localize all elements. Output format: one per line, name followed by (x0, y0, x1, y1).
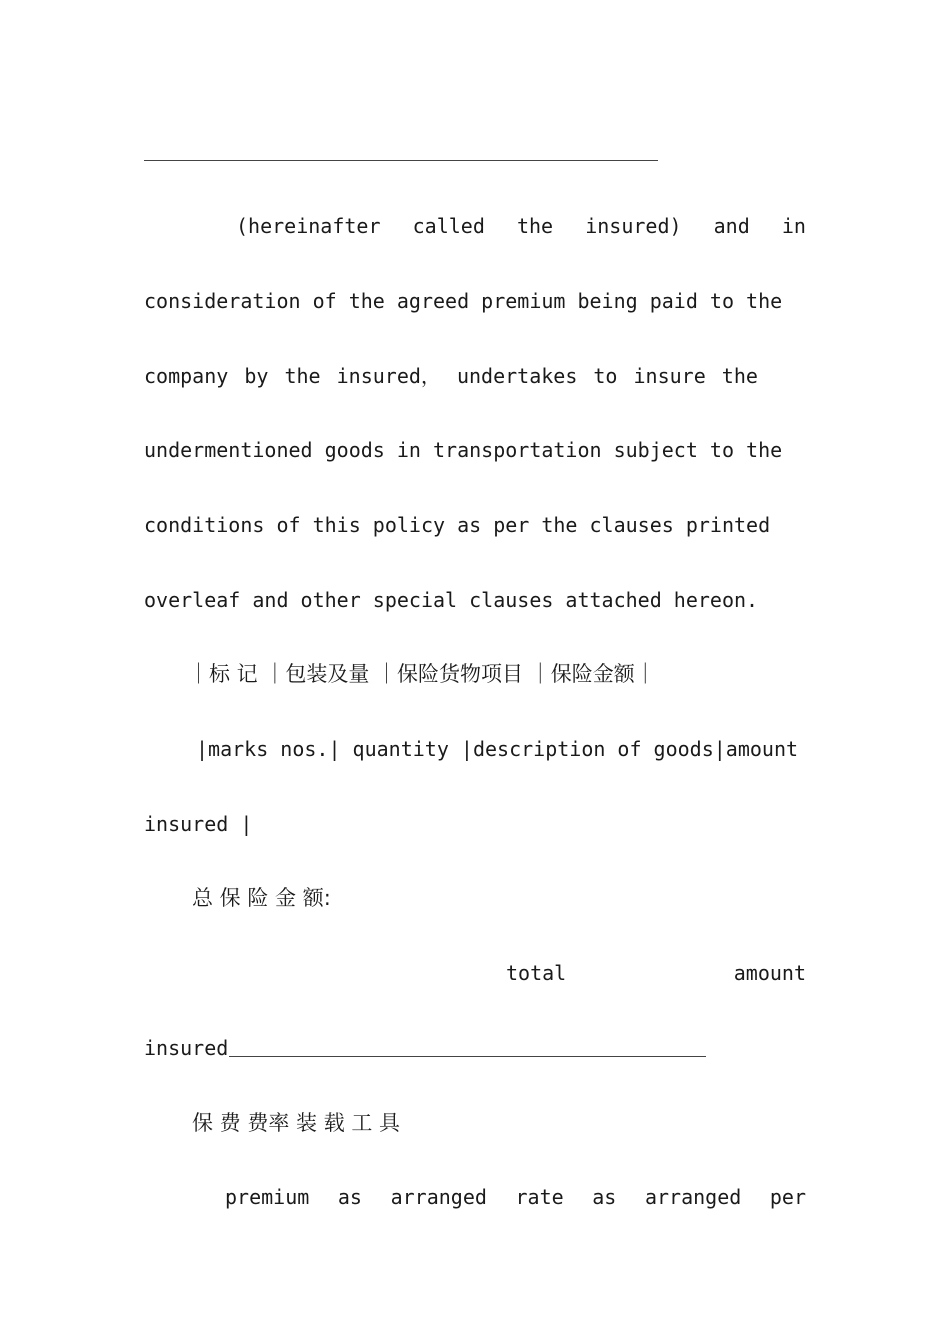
paragraph-line-5: conditions of this policy as per the clauses printed (144, 513, 771, 537)
premium-chinese-label: 保 费 费率 装 载 工 具 (192, 1111, 401, 1135)
word: as (337, 1185, 362, 1209)
table-header-english-line-2: insured | (144, 812, 253, 836)
table-header-english-line-1: |marks nos.| quantity |description of goods|amount (196, 737, 799, 761)
premium-english-line (225, 1182, 806, 1212)
total-amount-blank-underline (229, 1056, 706, 1057)
paragraph-line-6: overleaf and other special clauses attached hereon. (144, 588, 759, 612)
word: insured) (585, 214, 682, 238)
total-amount-chinese-label: 总 保 险 金 额: (192, 886, 331, 910)
word: arranged (644, 1185, 742, 1209)
paragraph-line-4: undermentioned goods in transportation subject to the (144, 438, 783, 462)
word: premium (225, 1185, 310, 1209)
word: called (412, 214, 485, 238)
word: as (592, 1185, 617, 1209)
paragraph-line-1 (236, 211, 806, 241)
word: in (781, 214, 806, 238)
table-header-chinese: ｜标 记 ｜包装及量 ｜保险货物项目 ｜保险金额｜ (188, 662, 656, 686)
word: (hereinafter (236, 214, 381, 238)
total-amount-english-line-2: insured (144, 1036, 229, 1060)
word: amount (733, 961, 806, 985)
paragraph-line-3: company by the insured， undertakes to insure the (144, 364, 758, 388)
word: the (516, 214, 554, 238)
word: rate (515, 1185, 564, 1209)
paragraph-line-2: consideration of the agreed premium being paid to the (144, 289, 783, 313)
total-amount-english-line-1 (506, 958, 806, 988)
word: arranged (390, 1185, 487, 1209)
word: and (713, 214, 750, 238)
word: per (769, 1185, 806, 1209)
blank-underline-top (144, 160, 658, 161)
word: total (506, 961, 567, 985)
